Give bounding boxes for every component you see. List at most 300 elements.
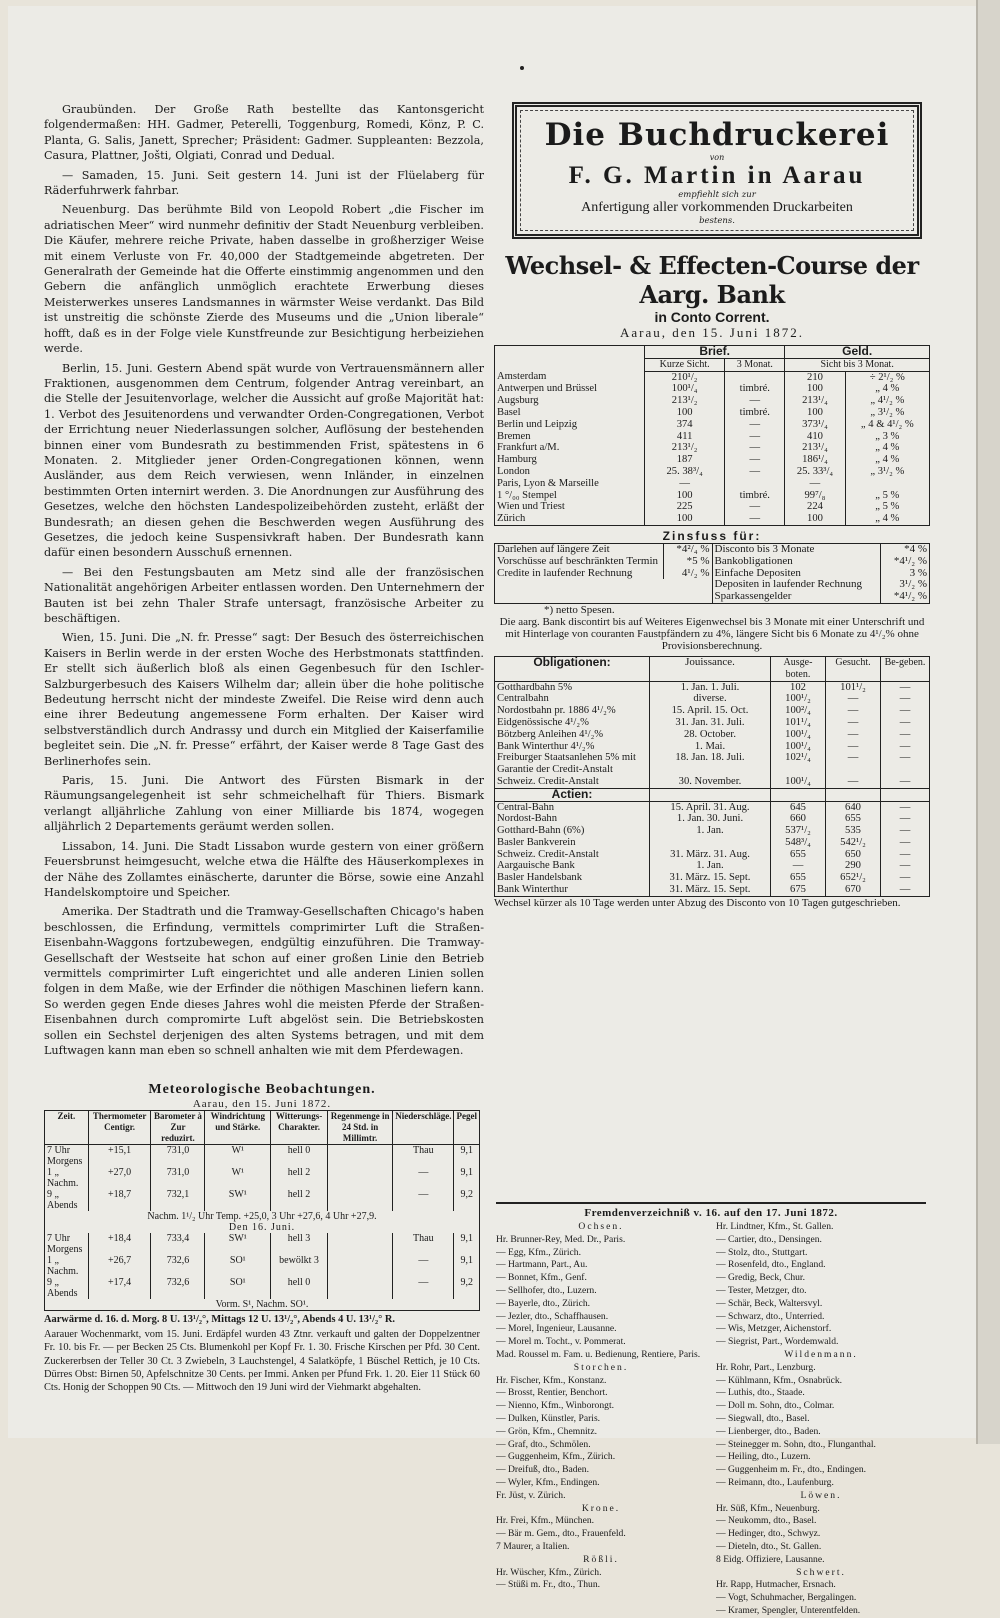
security-cell: — xyxy=(826,717,881,729)
article-paris: Paris, 15. Juni. Die Antwort des Fürsten Bismark in der Räumungsangelegenheit ist sehr schmeichelhaft für Thiers. Bismark verlangt alljährliche Zahlung von einer Milliarde bis 1874, wogegen alljährlich 2 Departements geräumt werden sollen. xyxy=(44,774,484,834)
security-cell: — xyxy=(881,837,930,849)
guest-entry: — Jezler, dto., Schaffhausen. xyxy=(496,1310,609,1322)
meteo-cell: 9,1 xyxy=(454,1145,480,1168)
meteo-cell: 9,1 xyxy=(454,1167,480,1189)
meteo-cell: W¹ xyxy=(205,1167,271,1189)
meteo-col-header: Pegel xyxy=(454,1111,480,1145)
exchange-cell: — xyxy=(725,513,785,525)
discount-note: Die aarg. Bank discontirt bis auf Weiteres Eigenwechsel bis 3 Monate mit einer Unterschrift und mit Hinterlage von couranten Faustpfändern zu 4%, längere Sicht bis 6 Monate zu 4¹/₂% ohne Provisionsberechnung. xyxy=(499,615,925,652)
exchange-row xyxy=(495,501,930,513)
exchange-cell: — xyxy=(645,478,725,490)
exchange-cell: 187 xyxy=(645,454,725,466)
guest-entry: — Guggenheim, Kfm., Zürich. xyxy=(496,1451,616,1463)
guest-entry: — Sellhofer, dto., Luzern. xyxy=(496,1284,597,1296)
article-samaden: — Samaden, 15. Juni. Seit gestern 14. Juni ist der Flüelaberg für Räderfuhrwerk fahrbar. xyxy=(44,168,484,198)
meteo-cell: — xyxy=(393,1255,454,1277)
guest-entry: — Kühlmann, Kfm., Osnabrück. xyxy=(716,1374,843,1386)
security-cell: — xyxy=(881,801,930,813)
exchange-cell: Paris, Lyon & Marseille xyxy=(497,477,599,489)
exchange-cell: „ 4 % xyxy=(845,383,929,395)
article-neuenburg: Neuenburg. Das berühmte Bild von Leopold Robert „die Fischer im adriatischen Meer“ wird nunmehr definitiv der Stadt Neuenburg verbleiben. Die Käufer, mehrere reiche Private, haben dasselbe in großherziger Weise mit einem Verluste von Fr. 40,000 der Stadtgemeinde abgetreten. Der Generalrath der Gemeinde hat die Offerte einstimmig angenommen und den Gebern die anfänglich unmöglich erachtete Erwerbung dieses Meisterwerkes unseres Landsmannes in wärmster Weise verdankt. Das Bild ist unstreitig die schönste Zierde des Museums und die „Union liberale“ hofft, daß es in der Folge viele Kunstfreunde zur Besichtigung herbeiziehen werde. xyxy=(44,203,484,356)
security-cell: — xyxy=(771,860,826,872)
security-cell: 290 xyxy=(826,860,881,872)
security-cell: 31. März. 15. Sept. xyxy=(650,872,771,884)
security-cell: — xyxy=(826,776,881,788)
security-cell: Freiburger Staatsanlehen 5% mit Garantie der Credit-Anstalt xyxy=(497,752,636,776)
meteo-col-header: Windrichtung und Stärke. xyxy=(205,1111,271,1145)
meteo-cell: hell 2 xyxy=(271,1189,328,1211)
zins-value: *4¹/₂ % xyxy=(881,556,930,568)
meteo-cell: W¹ xyxy=(205,1145,271,1168)
exchange-cell: 224 xyxy=(785,501,845,513)
zins-label: Depositen in laufender Rechnung xyxy=(714,578,863,591)
zins-table xyxy=(494,543,930,604)
security-cell: 31. März. 15. Sept. xyxy=(650,884,771,896)
security-cell: 670 xyxy=(826,884,881,896)
geld-header: Geld. xyxy=(785,346,930,359)
meteo-cell: 731,0 xyxy=(151,1145,205,1168)
meteo-row xyxy=(45,1167,480,1189)
meteo-cell: — xyxy=(393,1189,454,1211)
security-cell: 30. November. xyxy=(650,776,771,788)
guest-entry: — Bayerle, dto., Zürich. xyxy=(496,1297,591,1309)
hotel-heading: Schwert. xyxy=(796,1566,846,1578)
ad-best: bestens. xyxy=(699,216,735,226)
security-cell: 655 xyxy=(826,813,881,825)
exchange-cell: Bremen xyxy=(497,430,531,442)
security-cell: — xyxy=(881,776,930,788)
obl-header: Obligationen: xyxy=(495,656,650,681)
guest-entry: Mad. Roussel m. Fam. u. Bedienung, Rentiere, Paris. xyxy=(496,1348,701,1360)
beg-header: Be-geben. xyxy=(881,656,930,681)
security-cell: 15. April. 31. Aug. xyxy=(650,801,771,813)
security-cell: — xyxy=(881,860,930,872)
guest-entry: Hr. Lindtner, Kfm., St. Gallen. xyxy=(716,1221,834,1232)
guest-entry: — Wyler, Kfm., Endingen. xyxy=(496,1476,600,1488)
exchange-row xyxy=(495,371,930,383)
meteo-cell: 7 Uhr Morgens xyxy=(47,1233,83,1255)
exchange-cell: Zürich xyxy=(497,513,526,525)
guest-entry: 7 Maurer, a Italien. xyxy=(496,1540,570,1552)
zins-title: Zinsfuss für: xyxy=(662,528,762,543)
meteo-table xyxy=(44,1110,480,1311)
meteo-cell: SO¹ xyxy=(205,1255,271,1277)
security-cell: 542¹/₂ xyxy=(826,837,881,849)
security-cell: — xyxy=(826,729,881,741)
exchange-cell: 1 °/₀₀ Stempel xyxy=(497,489,557,501)
zins-value: 4¹/₂ % xyxy=(663,568,712,580)
meteo-cell: 732,1 xyxy=(151,1189,205,1211)
security-cell: 28. October. xyxy=(650,729,771,741)
meteo-cell: SW¹ xyxy=(205,1233,271,1255)
security-cell: — xyxy=(881,752,930,776)
exchange-cell: 100 xyxy=(785,513,845,525)
meteo-cell xyxy=(327,1189,392,1211)
security-cell: — xyxy=(881,717,930,729)
security-cell: 535 xyxy=(826,825,881,837)
brief-header: Brief. xyxy=(645,346,785,359)
page-edge xyxy=(976,0,1000,1444)
zins-label: Darlehen auf längere Zeit xyxy=(497,542,610,555)
zins-row xyxy=(713,544,930,556)
security-cell: — xyxy=(881,872,930,884)
security-row xyxy=(495,849,930,861)
meteo-cell xyxy=(327,1255,392,1277)
security-cell: Schweiz. Credit-Anstalt xyxy=(497,775,599,787)
exchange-cell: „ 3 % xyxy=(845,431,929,443)
exchange-cell: London xyxy=(497,465,530,477)
ges-header: Gesucht. xyxy=(826,656,881,681)
zins-row xyxy=(495,568,712,580)
guest-entry: — Neukomm, dto., Basel. xyxy=(716,1515,817,1527)
exchange-cell: 100 xyxy=(645,490,725,502)
drei-monat-header: 3 Monat. xyxy=(725,358,785,371)
exchange-cell: — xyxy=(785,478,845,490)
ad-name: F. G. Martin in Aarau xyxy=(568,162,866,189)
hotel-heading: Krone. xyxy=(581,1502,621,1514)
zins-value: 3¹/₂ % xyxy=(881,579,930,591)
security-row xyxy=(495,884,930,896)
zins-value: *4 % xyxy=(881,544,930,556)
exchange-cell: Hamburg xyxy=(497,454,537,466)
security-cell: — xyxy=(826,741,881,753)
security-cell: Nordostbahn pr. 1886 4¹/₂% xyxy=(497,705,616,717)
exchange-cell: 213¹/₂ xyxy=(645,395,725,407)
security-row xyxy=(495,801,930,813)
security-cell: Eidgenössische 4¹/₂% xyxy=(497,716,589,728)
course-title: Wechsel- & Effecten-Course der Aarg. Bank xyxy=(505,251,919,309)
zins-value: *5 % xyxy=(663,556,712,568)
zins-row xyxy=(713,556,930,568)
meteo-cell: Thau xyxy=(393,1233,454,1255)
security-cell: diverse. xyxy=(650,693,771,705)
meteo-cell: — xyxy=(393,1277,454,1299)
security-cell: — xyxy=(881,884,930,896)
security-cell: 537¹/₂ xyxy=(771,825,826,837)
guest-entry: — Hedinger, dto., Schwyz. xyxy=(716,1528,821,1540)
guest-entry: — Siegwall, dto., Basel. xyxy=(716,1412,810,1424)
meteo-cell: +27,0 xyxy=(88,1167,151,1189)
exchange-cell: — xyxy=(725,466,785,478)
exchange-row xyxy=(495,466,930,478)
security-cell: Basler Bankverein xyxy=(497,836,576,848)
meteo-cell: 9 „ Abends xyxy=(47,1277,78,1299)
exchange-cell: ÷ 2¹/₂ % xyxy=(845,371,929,383)
guest-entry: Hr. Wüscher, Kfm., Zürich. xyxy=(496,1566,602,1578)
exchange-cell: „ 5 % xyxy=(845,501,929,513)
security-cell: — xyxy=(826,693,881,705)
ad-line: Anfertigung aller vorkommenden Druckarbeiten xyxy=(581,200,853,215)
meteo-cell: 9,2 xyxy=(454,1277,480,1299)
exchange-row xyxy=(495,431,930,443)
guest-entry: — Schwarz, dto., Unterried. xyxy=(716,1310,825,1322)
meteo-cell: hell 0 xyxy=(271,1145,328,1168)
exchange-cell xyxy=(725,478,785,490)
security-cell: Nordost-Bahn xyxy=(497,813,558,825)
meteo-cell: +15,1 xyxy=(88,1145,151,1168)
jou-header: Jouissance. xyxy=(650,656,771,681)
exchange-cell: Amsterdam xyxy=(497,371,547,383)
guest-entry: — Bär m. Gem., dto., Frauenfeld. xyxy=(496,1528,626,1540)
security-row xyxy=(495,681,930,693)
meteo-col-header: Witterungs-Charakter. xyxy=(271,1111,328,1145)
security-cell: 100¹/₄ xyxy=(771,741,826,753)
guest-entry: — Steinegger m. Sohn, dto., Flunganthal. xyxy=(716,1438,876,1450)
exchange-cell: „ 4 % xyxy=(845,442,929,454)
exchange-cell: Augsburg xyxy=(497,395,539,407)
guest-list-title: Fremdenverzeichniß v. 16. auf den 17. Juni 1872. xyxy=(496,1202,926,1219)
meteo-cell: 731,0 xyxy=(151,1167,205,1189)
meteo-cell xyxy=(327,1277,392,1299)
guest-entry: — Luthis, dto., Staade. xyxy=(716,1387,805,1399)
security-cell: Central-Bahn xyxy=(497,801,555,813)
exchange-cell: 374 xyxy=(645,419,725,431)
kurze-sicht-header: Kurze Sicht. xyxy=(645,358,725,371)
zins-right xyxy=(712,543,930,603)
meteo-cell: bewölkt 3 xyxy=(271,1255,328,1277)
security-cell: — xyxy=(881,825,930,837)
meteo-cell: +18,4 xyxy=(88,1233,151,1255)
guest-entry: — Lienberger, dto., Baden. xyxy=(716,1425,821,1437)
exchange-cell: 25. 33³/₄ xyxy=(785,466,845,478)
netto-note: *) netto Spesen. xyxy=(544,603,615,616)
wind-note: Vorm. S¹, Nachm. SO¹. xyxy=(215,1299,309,1310)
security-cell: Bötzberg Anleihen 4¹/₂% xyxy=(497,728,604,740)
article-amerika: Amerika. Der Stadtrath und die Tramway-Gesellschaften Chicago's haben beschlossen, die Erfindung, vermittels comprimirter Luft die Straßen-Eisenbahn-Waggons fortzubewegen, endgültig einzuführen. Die Tramway-Gesellschaft der Westseite hat schon auf einer großen Linie den Betrieb vermittels comprimirter Luft eingerichtet und alle anderen Linien sollen folgen in dem Maße, wie der Erfinder die nöthigen Maschinen liefern kann. So werden gegen Ende dieses Jahres wohl die meisten Pferde der Straßen-Eisenbahnen durch compromirte Luft abgelöst sein. Die Betriebskosten sollen ein Sechstel derjenigen des alten Systems betragen, und mit dem Luftwagen kann man eben so schnell anhalten wie mit dem Pferdewagen. xyxy=(44,905,484,1057)
guest-entry: — Brosst, Rentier, Benchort. xyxy=(496,1387,608,1399)
exchange-cell: — xyxy=(725,442,785,454)
printer-dot xyxy=(520,66,524,70)
exchange-row xyxy=(495,513,930,525)
exchange-row xyxy=(495,395,930,407)
meteo-row xyxy=(45,1189,480,1211)
zins-value: *4¹/₂ % xyxy=(881,591,930,603)
exchange-cell: 225 xyxy=(645,501,725,513)
exchange-cell: Basel xyxy=(497,406,521,418)
security-row xyxy=(495,705,930,717)
security-cell: 101¹/₂ xyxy=(826,681,881,693)
meteo-cell xyxy=(327,1167,392,1189)
meteo-cell: SW¹ xyxy=(205,1189,271,1211)
exchange-row xyxy=(495,407,930,419)
guest-entry: — Reimann, dto., Laufenburg. xyxy=(716,1476,834,1488)
security-cell: — xyxy=(826,752,881,776)
security-cell: 31. Jan. 31. Juli. xyxy=(650,717,771,729)
exchange-cell: 210¹/₂ xyxy=(645,371,725,383)
exchange-cell: 186¹/₄ xyxy=(785,454,845,466)
hotel-heading: Ochsen. xyxy=(578,1221,624,1232)
guest-entry: — Dulken, Künstler, Paris. xyxy=(496,1412,601,1424)
security-cell: 655 xyxy=(771,872,826,884)
security-cell: 31. März. 31. Aug. xyxy=(650,849,771,861)
meteo-row xyxy=(45,1145,480,1168)
exchange-cell: 213¹/₄ xyxy=(785,442,845,454)
meteo-col-header: Barometer à Zur reduzirt. xyxy=(151,1111,205,1145)
security-cell: — xyxy=(881,693,930,705)
exchange-cell: 213¹/₄ xyxy=(785,395,845,407)
zins-label: Einfache Depositen xyxy=(714,566,801,579)
security-cell: 100²/₄ xyxy=(771,705,826,717)
aarwaerme: Aarwärme d. 16. d. Morg. 8 U. 13¹/₂°, Mittags 12 U. 13¹/₂°, Abends 4 U. 13¹/₂° R. xyxy=(44,1314,395,1325)
guest-entry: Hr. Rapp, Hutmacher, Ersnach. xyxy=(716,1579,836,1591)
security-cell: 1. Jan. 1. Juli. xyxy=(650,681,771,693)
security-cell: Gotthard-Bahn (6%) xyxy=(497,825,585,837)
guest-entry: — Heiling, dto., Luzern. xyxy=(716,1451,811,1463)
meteo-col-header: Regenmenge in 24 Std. in Millimtr. xyxy=(327,1111,392,1145)
security-cell: Bank Winterthur 4¹/₂% xyxy=(497,740,595,752)
guest-entry: Hr. Fischer, Kfm., Konstanz. xyxy=(496,1374,607,1386)
exchange-cell: „ 4 % xyxy=(845,454,929,466)
zins-value: *4²/₄ % xyxy=(663,544,712,556)
security-cell: — xyxy=(881,849,930,861)
guest-entry: — Cartier, dto., Densingen. xyxy=(716,1233,822,1245)
course-sub: in Conto Corrent. xyxy=(654,309,770,325)
news-column xyxy=(44,102,484,1062)
meteo-cell: +18,7 xyxy=(88,1189,151,1211)
security-cell: 652¹/₂ xyxy=(826,872,881,884)
exchange-cell: „ 3¹/₂ % xyxy=(845,407,929,419)
exchange-cell: 410 xyxy=(785,431,845,443)
security-cell: Gotthardbahn 5% xyxy=(497,681,573,693)
guest-entry: — Tester, Metzger, dto. xyxy=(716,1284,807,1296)
guest-column-2 xyxy=(716,1221,926,1618)
meteo-cell: +26,7 xyxy=(88,1255,151,1277)
exchange-cell xyxy=(845,478,929,490)
meteo-cell: hell 0 xyxy=(271,1277,328,1299)
meteo-col-header: Niederschläge. xyxy=(393,1111,454,1145)
meteo-cell: 9,1 xyxy=(454,1255,480,1277)
exchange-cell: timbré. xyxy=(725,383,785,395)
exchange-cell: — xyxy=(725,395,785,407)
meteo-cell: +17,4 xyxy=(88,1277,151,1299)
exchange-cell: 99⁷/₈ xyxy=(785,490,845,502)
exchange-cell: 100 xyxy=(785,407,845,419)
security-cell: 660 xyxy=(771,813,826,825)
article-lissabon: Lissabon, 14. Juni. Die Stadt Lissabon wurde gestern von einer größern Feuersbrunst heimgesucht, welche etwa die Hälfte des Häuserkomplexes in der Nähe des Zollamtes einäscherte, darunter die Börse, sowie eine Anzahl Handelskomptoire und Speicher. xyxy=(44,839,484,899)
security-cell: Aargauische Bank xyxy=(497,860,575,872)
guest-entry: — Morel m. Tocht., v. Pommerat. xyxy=(496,1336,626,1348)
guest-entry: Hr. Brunner-Rey, Med. Dr., Paris. xyxy=(496,1233,626,1245)
exchange-cell: Berlin und Leipzig xyxy=(497,418,578,430)
exchange-cell: timbré. xyxy=(725,490,785,502)
guest-entry: Hr. Frei, Kfm., München. xyxy=(496,1515,595,1527)
exchange-cell: Antwerpen und Brüssel xyxy=(497,383,598,395)
guest-entry: — Doll m. Sohn, dto., Colmar. xyxy=(716,1400,835,1412)
guest-entry: 8 Eidg. Offiziere, Lausanne. xyxy=(716,1553,825,1565)
exchange-cell: „ 4 & 4¹/₂ % xyxy=(845,419,929,431)
meteo-cell: 1 „ Nachm. xyxy=(47,1255,79,1277)
security-cell: 15. April. 15. Oct. xyxy=(650,705,771,717)
security-cell: — xyxy=(881,681,930,693)
zins-label: Vorschüsse auf beschränkten Termin xyxy=(497,554,659,567)
meteo-col-header: Thermometer Centigr. xyxy=(88,1111,151,1145)
exchange-cell: — xyxy=(725,501,785,513)
guest-entry: — Egg, Kfm., Zürich. xyxy=(496,1246,581,1258)
zins-value: 3 % xyxy=(881,568,930,580)
meteo-cell: 733,4 xyxy=(151,1233,205,1255)
exchange-cell: „ 3¹/₂ % xyxy=(845,466,929,478)
wochenmarkt: Aarauer Wochenmarkt, vom 15. Juni. Erdäpfel wurden 43 Ztnr. verkauft und galten der Doppelzentner Fr. 10. bis Fr. — per Becken 25 Cts. Blumenkohl per Kopf Fr. 1. 30. Frische Kirschen per Pfd. 30 Cent. Zuckererbsen der Teller 30 Ct. 3 Zwiebeln, 3 Lauchstengel, 4 Salatköpfe, 1 Büschel Rettich, je 10 Cts. Dürres Obst: Birnen 50, Apfelschnitze 30 Cents. per Immi. Anken per Pfund Frk. 1. 20. Eier 11 Stück 60 Cts. Honig der Schoppen 90 Cts. — Mittwoch den 19 Juni wird der Viehmarkt abgehalten. xyxy=(44,1329,480,1394)
exchange-cell: 210 xyxy=(785,371,845,383)
meteo-cell: 9 „ Abends xyxy=(47,1189,78,1211)
printer-advertisement xyxy=(512,102,922,239)
exchange-cell: 100 xyxy=(645,407,725,419)
exchange-cell xyxy=(725,371,785,383)
guest-entry: — Siegrist, Part., Wordemwald. xyxy=(716,1336,839,1348)
meteo-col-header: Zeit. xyxy=(45,1111,89,1145)
security-cell: 1. Jan. 30. Juni. xyxy=(650,813,771,825)
zins-label: Sparkassengelder xyxy=(714,590,792,603)
zins-row xyxy=(495,544,712,556)
ad-empf: empfiehlt sich zur xyxy=(678,190,756,200)
guest-entry: — Wis, Metzger, Aichenstorf. xyxy=(716,1323,832,1335)
security-row xyxy=(495,752,930,776)
exchange-row xyxy=(495,383,930,395)
meteo-title: Meteorologische Beobachtungen. xyxy=(148,1082,376,1097)
security-cell: 655 xyxy=(771,849,826,861)
security-row xyxy=(495,729,930,741)
wechsel-note: Wechsel kürzer als 10 Tage werden unter Abzug des Disconto von 10 Tagen gutgeschrieben. xyxy=(494,896,901,909)
guest-entry: Hr. Süß, Kfm., Neuenburg. xyxy=(716,1502,820,1514)
article-graubuenden: Graubünden. Der Große Rath bestellte das Kantonsgericht folgendermaßen: HH. Gadmer, Peterelli, Toggenburg, Romedi, Könz, P. C. Planta, G. Salis, Janett, Sprecher; Präsident: Gadmer. Suppleanten: Bezzola, Casura, Plattner, Jošti, Olgiati, Conrad und Dedual. xyxy=(44,103,484,163)
hotel-heading: Storchen. xyxy=(573,1361,629,1373)
meteo-cell: — xyxy=(393,1167,454,1189)
security-cell: — xyxy=(881,741,930,753)
security-cell: — xyxy=(881,705,930,717)
exchange-cell: timbré. xyxy=(725,407,785,419)
course-date: Aarau, den 15. Juni 1872. xyxy=(620,325,804,340)
exchange-cell: „ 5 % xyxy=(845,490,929,502)
security-cell: — xyxy=(881,729,930,741)
security-cell: 100¹/₄ xyxy=(771,776,826,788)
exchange-cell: 25. 38³/₄ xyxy=(645,466,725,478)
meteo-text xyxy=(44,1313,480,1394)
guest-column-1 xyxy=(496,1221,706,1618)
zins-label: Disconto bis 3 Monate xyxy=(714,542,815,555)
meteo-cell: 732,6 xyxy=(151,1277,205,1299)
security-cell: 100¹/₂ xyxy=(771,693,826,705)
guest-entry: — Stolz, dto., Stuttgart. xyxy=(716,1246,808,1258)
security-cell: Schweiz. Credit-Anstalt xyxy=(497,848,599,860)
exchange-cell: 100 xyxy=(645,513,725,525)
hotel-heading: Rößli. xyxy=(583,1553,619,1565)
hotel-heading: Wildenmann. xyxy=(784,1348,858,1360)
zins-row xyxy=(495,556,712,568)
guest-entry: — Morel, Ingenieur, Lausanne. xyxy=(496,1323,617,1335)
meteo-row xyxy=(45,1233,480,1255)
security-row xyxy=(495,693,930,705)
security-cell: Bank Winterthur xyxy=(497,884,568,896)
article-metz: — Bei den Festungsbauten am Metz sind alle der französischen Nationalität angehörigen Arbeiter entlassen worden. Den Unternehmern der Bauten ist bei zehn Thaler Strafe untersagt, französische Arbeiter zu beschäftigen. xyxy=(44,565,484,625)
meteo-cell: 1 „ Nachm. xyxy=(47,1167,79,1189)
zins-label: Credite in laufender Rechnung xyxy=(497,566,633,579)
meteo-date: Aarau, den 15. Juni 1872. xyxy=(192,1098,332,1110)
guest-entry: — Bonnet, Kfm., Genf. xyxy=(496,1272,587,1284)
guest-entry: — Guggenheim m. Fr., dto., Endingen. xyxy=(716,1464,867,1476)
exchange-cell: „ 4 % xyxy=(845,513,929,525)
exchange-cell: — xyxy=(725,454,785,466)
security-cell: 650 xyxy=(826,849,881,861)
act-header: Actien: xyxy=(495,788,650,801)
security-row xyxy=(495,741,930,753)
security-cell: 1. Mai. xyxy=(650,741,771,753)
security-cell: 640 xyxy=(826,801,881,813)
meteo-cell: 732,6 xyxy=(151,1255,205,1277)
article-berlin: Berlin, 15. Juni. Gestern Abend spät wurde von Vertrauensmännern aller Fraktionen, ausgenommen dem Centrum, folgender Antrag vereinbart, an die Stelle der Jesuitenvorlage, welcher die Aussicht auf große Majorität hat: 1. Verbot des Jesuitenordens und verwandter Orden-Congregationen, Verbot der Errichtung neuer Niederlassungen solcher, Auflösung der bestehenden binnen einer vom Bundesrath zu bestimmenden Frist, spätestens in 6 Monaten. 2. Mitglieder jener Orden-Congregationen können, wenn Ausländer, aus dem Reich verwiesen, wenn Inländer, in einzelnen bestimmten Orten internirt werden. 3. Die Anordnungen zur Ausführung des Gesetzes, welche den höchsten Landespolizeibehörden zusteht, erläßt der Bundesrath; an diesen gehen die Beschwerden wegen Ausführung des Gesetzes, die jedoch keine Suspensivkraft haben. Der Bundesrath kann dafür einen besondern Ausschuß ernennen. xyxy=(44,361,484,560)
guest-entry: — Dreifuß, dto., Baden. xyxy=(496,1464,589,1476)
guest-entry: — Stüßi m. Fr., dto., Thun. xyxy=(496,1579,601,1591)
sicht-header: Sicht bis 3 Monat. xyxy=(785,358,930,371)
